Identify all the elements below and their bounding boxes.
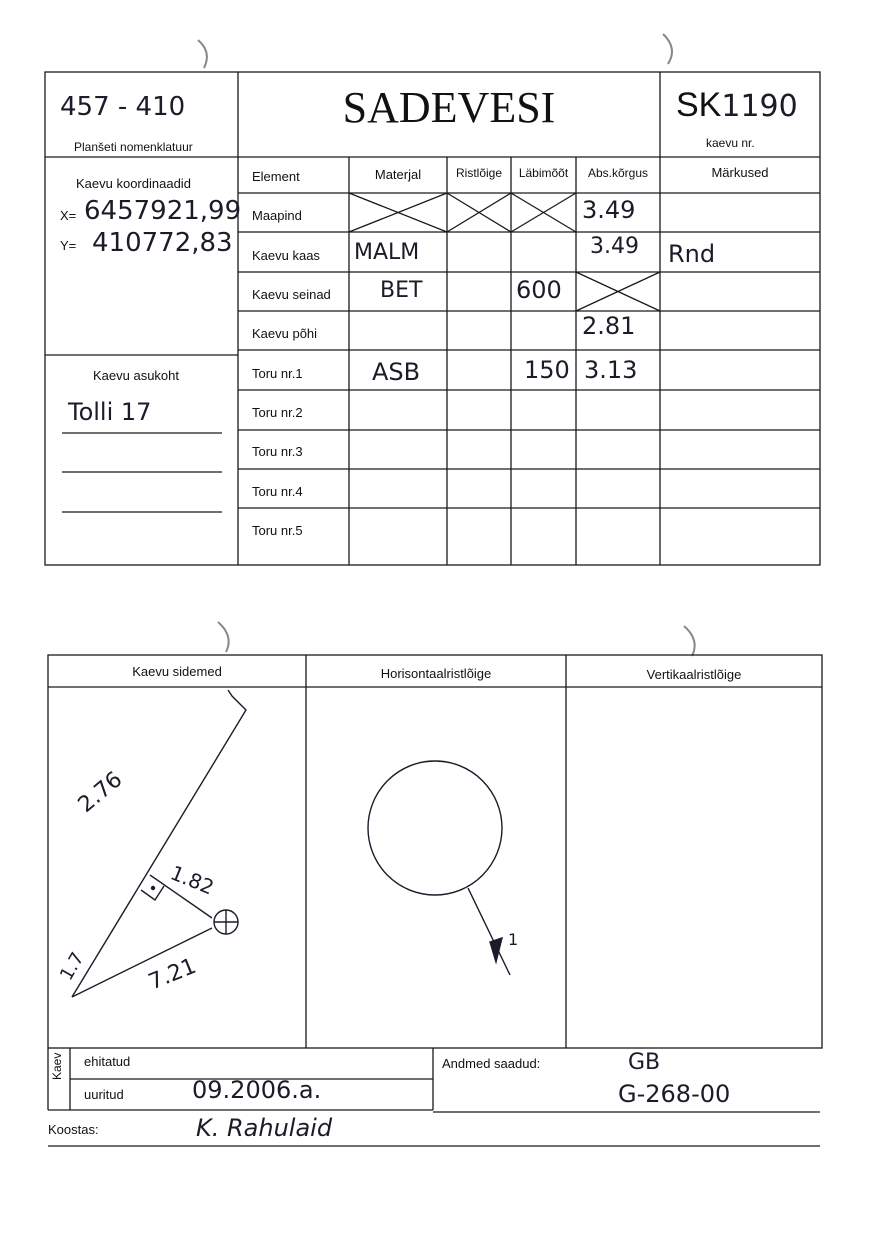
row-label-lid: Kaevu kaas (252, 248, 320, 263)
walls-diameter: 600 (516, 276, 562, 304)
section-vertical-label: Vertikaalristlõige (646, 667, 742, 682)
data-received-label: Andmed saadud: (442, 1056, 541, 1071)
plansheet-value: 457 - 410 (60, 92, 186, 122)
compiled-label: Koostas: (48, 1122, 99, 1137)
walls-material: BET (380, 278, 423, 303)
x-label: X= (60, 208, 77, 223)
surveyed-label: uuritud (84, 1087, 124, 1102)
well-number-label: kaevu nr. (706, 136, 755, 150)
y-label: Y= (60, 238, 77, 253)
header-element: Element (252, 169, 300, 184)
coordinates-label: Kaevu koordinaadid (76, 176, 191, 191)
kaev-label: Kaev (50, 1052, 64, 1080)
x-value: 6457921,99 (84, 196, 242, 226)
section-horizontal-label: Horisontaalristlõige (380, 666, 492, 681)
page-title: SADEVESI (342, 83, 556, 132)
sketch-label-top: 2.76 (73, 767, 128, 818)
row-label-pipe-2: Toru nr.2 (252, 405, 303, 420)
well-number-prefix: SK (676, 86, 722, 124)
data-received-value: G-268-00 (618, 1080, 731, 1108)
pipe-line (468, 888, 510, 975)
y-value: 410772,83 (92, 228, 233, 258)
data-received-code: GB (628, 1050, 661, 1075)
row-label-pipe-1: Toru nr.1 (252, 366, 303, 381)
header-notes: Märkused (711, 165, 769, 180)
row-label-pipe-5: Toru nr.5 (252, 523, 303, 538)
sketch-label-perp: 1.82 (167, 860, 218, 900)
pipe-arrow (490, 938, 502, 962)
ground-abs-height: 3.49 (582, 196, 636, 224)
row-label-bottom: Kaevu põhi (252, 326, 318, 341)
pipe-arrow-mark: 1 (508, 930, 519, 949)
row-label-pipe-3: Toru nr.3 (252, 444, 303, 459)
sketch-label-corner: 1.7 (56, 948, 89, 985)
manhole-circle (368, 761, 502, 895)
header-cross-section: Ristlõige (455, 166, 503, 180)
location-label: Kaevu asukoht (93, 368, 180, 383)
lid-notes: Rnd (668, 240, 716, 268)
row-label-walls: Kaevu seinad (252, 287, 331, 302)
section-connections-label: Kaevu sidemed (132, 664, 222, 679)
bottom-abs-height: 2.81 (582, 312, 636, 340)
surveyed-value: 09.2006.a. (192, 1076, 322, 1104)
sketch-label-diag: 7.21 (145, 953, 200, 996)
well-number-value: 1190 (721, 89, 798, 124)
built-label: ehitatud (84, 1054, 131, 1069)
pipe-1-material: ASB (372, 358, 421, 386)
row-label-ground: Maapind (252, 208, 302, 223)
compiled-signature: K. Rahulaid (196, 1114, 333, 1142)
pipe-1-abs-height: 3.13 (584, 356, 638, 384)
header-diameter: Läbimõõt (518, 166, 569, 180)
lid-material: MALM (354, 240, 420, 265)
header-material: Materjal (374, 167, 422, 182)
header-abs-height: Abs.kõrgus (587, 166, 649, 180)
location-value: Tolli 17 (68, 398, 152, 426)
lid-abs-height: 3.49 (590, 234, 639, 259)
pipe-1-diameter: 150 (524, 356, 570, 384)
row-label-pipe-4: Toru nr.4 (252, 484, 303, 499)
plansheet-label: Planšeti nomenklatuur (74, 140, 193, 154)
